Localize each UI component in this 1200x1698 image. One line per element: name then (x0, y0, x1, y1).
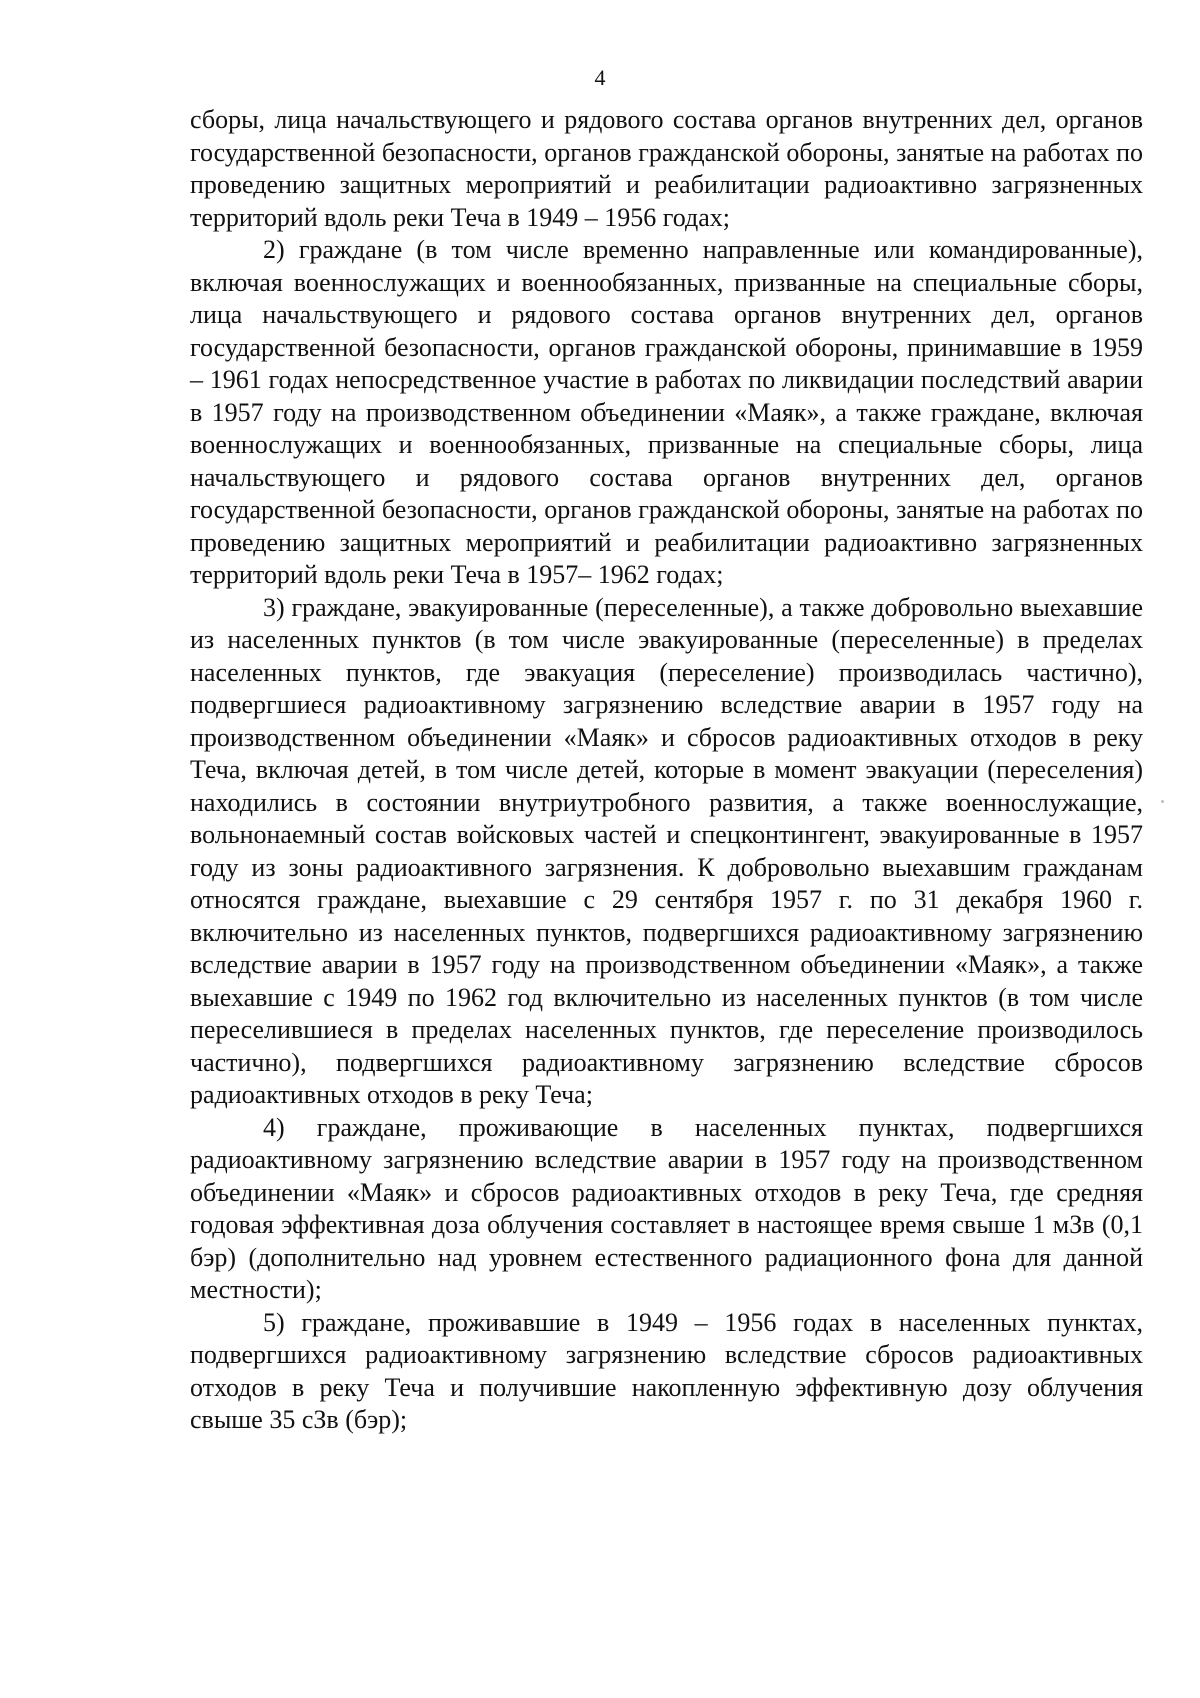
paragraph-continuation: сборы, лица начальствующего и рядового состава органов внутренних дел, органов государственной безопасности, органов гражданской обороны, занятые на работах по проведению защитных мероприятий и реабилитации радиоактивно загрязненных территорий вдоль реки Теча в 1949 – 1956 годах; (190, 105, 1143, 232)
paragraph-item-5: 5) граждане, проживавшие в 1949 – 1956 годах в населенных пунктах, подвергшихся радиоактивному загрязнению вследствие сбросов радиоактивных отходов в реку Теча и получившие накопленную эффективную дозу облучения свыше 35 сЗв (бэр); (190, 1307, 1143, 1434)
paragraph-item-3: 3) граждане, эвакуированные (переселенные), а также добровольно выехавшие из населенных пунктов (в том числе эвакуированные (переселенные) в пределах населенных пунктов, где эвакуация (переселение) производилась частично), подвергшиеся радиоактивному загрязнению вследствие аварии в 1957 году на производственном объединении «Маяк» и сбросов радиоактивных отходов в реку Теча, включая детей, в том числе детей, которые в момент эвакуации (переселения) находились в состоянии внутриутробного развития, а также военнослужащие, вольнонаемный состав войсковых частей и спецконтингент, эвакуированные в 1957 году из зоны радиоактивного загрязнения. К добровольно выехавшим гражданам относятся граждане, выехавшие с 29 сентября 1957 г. по 31 декабря 1960 г. включительно из населенных пунктов, подвергшихся радиоактивному загрязнению вследствие аварии в 1957 году на производственном объединении «Маяк», а также выехавшие с 1949 по 1962 год включительно из населенных пунктов (в том числе переселившиеся в пределах населенных пунктов, где переселение производилось частично), подвергшихся радиоактивному загрязнению вследствие сбросов радиоактивных отходов в реку Теча; (190, 592, 1143, 1109)
document-body (190, 104, 1143, 1437)
paragraph-item-4: 4) граждане, проживающие в населенных пунктах, подвергшихся радиоактивному загрязнению вследствие аварии в 1957 году на производственном объединении «Маяк» и сбросов радиоактивных отходов в реку Теча, где средняя годовая эффективная доза облучения составляет в настоящее время свыше 1 мЗв (0,1 бэр) (дополнительно над уровнем естественного радиационного фона для данной местности); (190, 1112, 1143, 1304)
page-number: 4 (594, 65, 606, 90)
paragraph-item-2: 2) граждане (в том числе временно направленные или командированные), включая военнослужащих и военнообязанных, призванные на специальные сборы, лица начальствующего и рядового состава органов внутренних дел, органов государственной безопасности, органов гражданской обороны, принимавшие в 1959 – 1961 годах непосредственное участие в работах по ликвидации последствий аварии в 1957 году на производственном объединении «Маяк», а также граждане, включая военнослужащих и военнообязанных, призванные на специальные сборы, лица начальствующего и рядового состава органов внутренних дел, органов государственной безопасности, органов гражданской обороны, занятые на работах по проведению защитных мероприятий и реабилитации радиоактивно загрязненных территорий вдоль реки Теча в 1957– 1962 годах; (190, 235, 1143, 589)
scan-speck (1161, 800, 1164, 803)
